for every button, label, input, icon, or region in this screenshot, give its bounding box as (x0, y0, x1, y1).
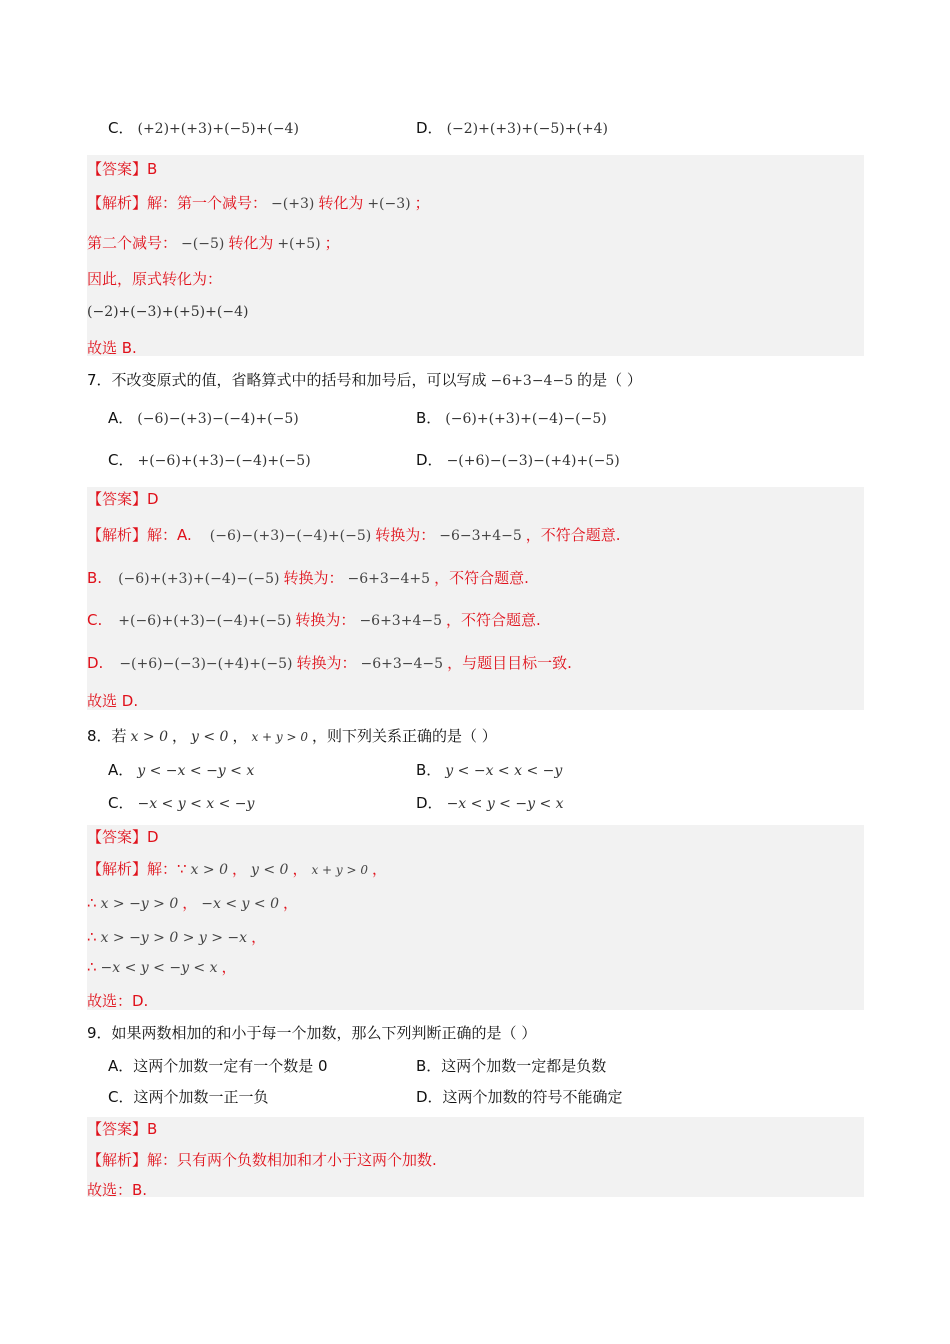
analysis-expression: +(−6)+(+3)−(−4)+(−5) (118, 613, 292, 629)
q7-option-a (108, 407, 303, 430)
q9-stem: 9．如果两数相加的和小于每一个加数，那么下列判断正确的是（ ） (87, 1024, 537, 1042)
option-expression: −x < y < −y < x (446, 796, 564, 812)
q9-option-c: C．这两个加数一正一负 (108, 1088, 269, 1106)
q7-answer-box (87, 487, 864, 710)
analysis-text: 【解析】解：第一个减号： (87, 194, 268, 212)
q8-option-c (108, 792, 258, 815)
analysis-expression: x > −y > 0 > y > −x (100, 930, 248, 946)
analysis-expression: x > −y > 0 (100, 896, 179, 912)
q7-option-b (416, 407, 611, 430)
analysis-expression: (−6)+(+3)+(−4)−(−5) (118, 571, 280, 587)
therefore-symbol: ∴ (87, 958, 97, 976)
analysis-condition: x + y > 0 (311, 863, 369, 877)
analysis-expression: +(+5) (277, 236, 321, 252)
q7-analysis-d (87, 652, 572, 675)
option-expression: (+2)+(+3)+(−5)+(−4) (137, 121, 299, 137)
analysis-text: ； (324, 234, 340, 252)
analysis-text: C. (87, 611, 103, 629)
q9-option-a: A．这两个加数一定有一个数是 0 (108, 1057, 328, 1075)
q8-stem (87, 725, 497, 748)
q7-option-c (108, 449, 315, 472)
analysis-text: 转换为： (375, 526, 436, 544)
analysis-expression: +(−3) (367, 196, 411, 212)
analysis-condition: y < 0 (251, 862, 289, 878)
stem-condition: y < 0 (191, 729, 229, 745)
q6-final-choice: 故选 B. (87, 339, 137, 357)
therefore-symbol: ∴ (87, 894, 97, 912)
analysis-text: ， (292, 860, 308, 878)
q6-analysis-line-3: 因此，原式转化为： (87, 270, 223, 288)
stem-text: 7．不改变原式的值，省略算式中的括号和加号后，可以写成 (87, 371, 487, 389)
analysis-expression: −x < y < −y < x (100, 960, 218, 976)
analysis-result: −6+3−4−5 (360, 656, 444, 672)
stem-text: ， (232, 727, 248, 745)
stem-condition: x + y > 0 (251, 730, 309, 744)
analysis-text: 转化为 (318, 194, 364, 212)
q9-option-b: B．这两个加数一定都是负数 (416, 1057, 607, 1075)
q9-option-d: D．这两个加数的符号不能确定 (416, 1088, 623, 1106)
option-expression: (−6)−(+3)−(−4)+(−5) (137, 411, 299, 427)
option-label: C． (108, 119, 134, 137)
analysis-text: 转化为 (228, 234, 274, 252)
analysis-expression: −(+3) (271, 196, 315, 212)
q7-option-d (416, 449, 624, 472)
analysis-expression: −(−5) (181, 236, 225, 252)
q9-answer: 【答案】B (87, 1120, 158, 1138)
q7-analysis-c (87, 609, 541, 632)
analysis-text: ，不符合题意. (525, 526, 621, 544)
analysis-expression: (−6)−(+3)−(−4)+(−5) (209, 528, 372, 544)
option-label: B． (416, 761, 442, 779)
q8-option-d (416, 792, 568, 815)
analysis-expression: −(+6)−(−3)−(+4)+(−5) (119, 656, 293, 672)
option-expression: −x < y < x < −y (137, 796, 255, 812)
analysis-text: ， (372, 860, 388, 878)
analysis-text: ，与题目目标一致. (447, 654, 572, 672)
option-expression: (−6)+(+3)+(−4)−(−5) (445, 411, 607, 427)
q6-analysis-line-2 (87, 232, 340, 255)
analysis-expression: −x < y < 0 (201, 896, 279, 912)
analysis-text: ， (182, 894, 198, 912)
q7-stem (87, 369, 642, 392)
q6-analysis-line-1 (87, 192, 430, 215)
analysis-text: B. (87, 569, 103, 587)
option-label: A． (108, 761, 134, 779)
stem-text: 8．若 (87, 727, 127, 745)
option-label: C． (108, 794, 134, 812)
option-label: D． (416, 794, 443, 812)
analysis-text: 转换为： (296, 654, 357, 672)
analysis-condition: x > 0 (190, 862, 228, 878)
q9-analysis: 【解析】解：只有两个负数相加和才小于这两个加数. (87, 1151, 437, 1169)
analysis-text: 【解析】解：A. (87, 526, 192, 544)
q6-option-d (416, 117, 612, 140)
q8-analysis-line-1 (87, 858, 387, 881)
option-label: B． (416, 409, 442, 427)
option-expression: (−2)+(+3)+(−5)+(+4) (446, 121, 608, 137)
analysis-text: ； (414, 194, 430, 212)
stem-expression: −6+3−4−5 (490, 373, 574, 389)
analysis-expression: (−2)+(−3)+(+5)+(−4) (87, 304, 249, 320)
stem-text: ， (171, 727, 187, 745)
option-expression: y < −x < x < −y (445, 763, 563, 779)
analysis-result: −6+3+4−5 (359, 613, 442, 629)
q7-final-choice: 故选 D. (87, 692, 139, 710)
q6-answer: 【答案】B (87, 160, 158, 178)
analysis-text: ，不符合题意. (434, 569, 529, 587)
q7-analysis-b (87, 567, 529, 590)
q7-analysis-a (87, 524, 621, 547)
option-expression: +(−6)+(+3)−(−4)+(−5) (137, 453, 311, 469)
analysis-text: ，不符合题意. (446, 611, 541, 629)
q9-final-choice: 故选：B. (87, 1181, 148, 1199)
q8-answer: 【答案】D (87, 828, 159, 846)
analysis-text: D. (87, 654, 104, 672)
q6-option-c (108, 117, 303, 140)
stem-condition: x > 0 (130, 729, 168, 745)
option-expression: −(+6)−(−3)−(+4)+(−5) (446, 453, 620, 469)
q6-answer-box (87, 155, 864, 356)
analysis-text: ， (283, 894, 299, 912)
q8-option-a (108, 759, 258, 782)
q7-answer: 【答案】D (87, 490, 159, 508)
q6-analysis-line-4 (83, 300, 252, 323)
q8-analysis-line-2 (87, 892, 298, 915)
analysis-result: −6−3+4−5 (439, 528, 522, 544)
q8-final-choice: 故选：D. (87, 992, 149, 1010)
option-label: D． (416, 451, 443, 469)
q8-analysis-line-4 (87, 956, 237, 979)
analysis-text: ， (231, 860, 247, 878)
analysis-text: 转换为： (295, 611, 356, 629)
option-label: A． (108, 409, 134, 427)
stem-text: ，则下列关系正确的是（ ） (312, 727, 497, 745)
q8-analysis-line-3 (87, 926, 266, 949)
option-label: D． (416, 119, 443, 137)
analysis-text: 第二个减号： (87, 234, 178, 252)
q8-answer-box (87, 825, 864, 1010)
analysis-text: 【解析】解：∵ (87, 860, 187, 878)
option-expression: y < −x < −y < x (137, 763, 255, 779)
therefore-symbol: ∴ (87, 928, 97, 946)
stem-text: 的是（ ） (577, 371, 642, 389)
analysis-text: ， (251, 928, 267, 946)
analysis-text: ， (221, 958, 237, 976)
analysis-result: −6+3−4+5 (347, 571, 431, 587)
q8-option-b (416, 759, 566, 782)
option-label: C． (108, 451, 134, 469)
analysis-text: 转换为： (283, 569, 344, 587)
